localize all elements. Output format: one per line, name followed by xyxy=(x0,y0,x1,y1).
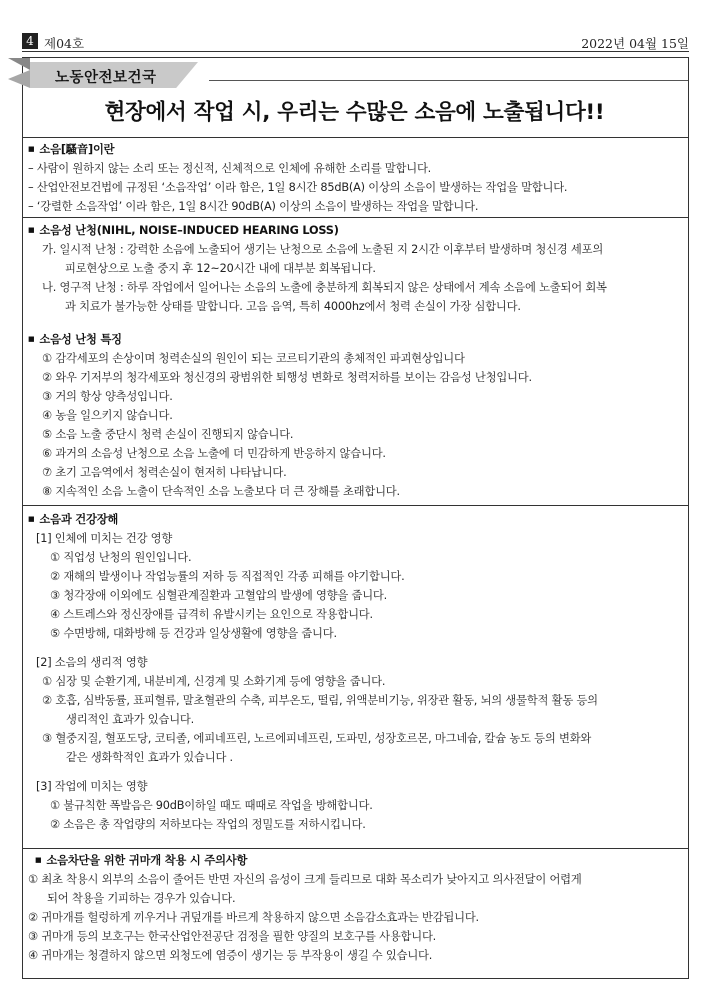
list-item: ③ 청각장애 이외에도 심혈관계질환과 고혈압의 발생에 영향을 줍니다. xyxy=(50,589,388,602)
list-item: ⑦ 초기 고음역에서 청력손실이 현저히 나타납니다. xyxy=(42,466,287,479)
list-item: – 산업안전보건법에 규정된 ‘소음작업’ 이라 함은, 1일 8시간 85dB(A) 이상의 소음이 발생하는 작업을 말합니다. xyxy=(28,181,568,194)
section-hearing-loss xyxy=(28,221,685,316)
list-item: ⑤ 소음 노출 중단시 청력 손실이 진행되지 않습니다. xyxy=(42,428,294,441)
banner-fold-shadow xyxy=(8,70,30,88)
banner-rule xyxy=(209,80,688,81)
divider xyxy=(22,848,689,849)
page-header xyxy=(22,32,689,52)
list-item: ③ 혈중지질, 혈포도당, 코티졸, 에피네프린, 노르에피네프린, 도파민, 성장호르몬, 마그네슘, 칼슘 농도 등의 변화와 xyxy=(42,732,592,745)
issue-number: 제04호 xyxy=(44,36,85,51)
list-item: ① 최초 착용시 외부의 소음이 줄어든 반면 자신의 음성이 크게 들리므로 대화 목소리가 낮아지고 의사전달이 어렵게 xyxy=(28,873,582,886)
section-title: ■ 소음[騷音]이란 xyxy=(28,140,685,159)
list-item: ② 와우 기저부의 청각세포와 청신경의 광범위한 퇴행성 변화로 청력저하를 보이는 감음성 난청입니다. xyxy=(42,371,532,384)
divider xyxy=(22,137,689,138)
list-item: ⑧ 지속적인 소음 노출이 단속적인 소음 노출보다 더 큰 장해를 초래합니다. xyxy=(42,485,400,498)
list-item: ② 재해의 발생이나 작업능률의 저하 등 직접적인 각종 피해를 야기합니다. xyxy=(50,570,405,583)
subsection-title: [3] 작업에 미치는 영향 xyxy=(36,780,148,793)
list-item-continued: 같은 생화학적인 효과가 있습니다 . xyxy=(66,751,233,764)
divider xyxy=(22,505,689,506)
list-item: ② 호흡, 심박동률, 표피혈류, 말초혈관의 수축, 피부온도, 떨림, 위액분비기능, 위장관 활동, 뇌의 생물학적 활동 등의 xyxy=(42,694,598,707)
section-hearing-loss-features xyxy=(28,330,685,501)
list-item: ① 감각세포의 손상이며 청력손실의 원인이 되는 코르티기관의 총체적인 파괴현상입니다 xyxy=(42,352,465,365)
list-item: ② 귀마개를 헐렁하게 끼우거나 귀덮개를 바르게 착용하지 않으면 소음감소효과는 반감됩니다. xyxy=(28,911,479,924)
subsection-title: [1] 인체에 미치는 건강 영향 xyxy=(36,532,173,545)
list-item: ④ 스트레스와 정신장애를 급격히 유발시키는 요인으로 작용합니다. xyxy=(50,608,373,621)
issue-date: 2022년 04월 15일 xyxy=(581,36,689,51)
list-item: ② 소음은 총 작업량의 저하보다는 작업의 정밀도를 저하시킵니다. xyxy=(50,818,366,831)
section-noise-definition xyxy=(28,140,685,216)
banner-label: 노동안전보건국 xyxy=(55,70,157,86)
article-headline: 현장에서 작업 시, 우리는 수많은 소음에 노출됩니다!! xyxy=(104,100,605,125)
list-item: ④ 농을 일으키지 않습니다. xyxy=(42,409,173,422)
section-title: ■ 소음과 건강장해 xyxy=(28,510,685,529)
list-item: ① 심장 및 순환기계, 내분비계, 신경계 및 소화기계 등에 영향을 줍니다. xyxy=(42,675,386,688)
list-item: ⑥ 과거의 소음성 난청으로 소음 노출에 더 민감하게 반응하지 않습니다. xyxy=(42,447,386,460)
list-item: – 사람이 원하지 않는 소리 또는 정신적, 신체적으로 인체에 유해한 소리를 말합니다. xyxy=(28,162,432,175)
list-item: ① 불규칙한 폭발음은 90dB이하일 때도 때때로 작업을 방해합니다. xyxy=(50,799,373,812)
list-item: 가. 일시적 난청 : 강력한 소음에 노출되어 생기는 난청으로 소음에 노출된 지 2시간 이후부터 발생하며 청신경 세포의 xyxy=(42,243,604,256)
list-item: ① 직업성 난청의 원인입니다. xyxy=(50,551,192,564)
list-item: ⑤ 수면방해, 대화방해 등 건강과 일상생활에 영향을 줍니다. xyxy=(50,627,337,640)
list-item: ③ 거의 항상 양측성입니다. xyxy=(42,390,173,403)
list-item: 나. 영구적 난청 : 하루 작업에서 일어나는 소음의 노출에 충분하게 회복되지 않은 상태에서 계속 소음에 노출되어 회복 xyxy=(42,281,607,294)
divider xyxy=(22,217,689,218)
page-number: 4 xyxy=(22,33,38,49)
section-title: ■ 소음성 난청 특징 xyxy=(28,330,685,349)
list-item: ④ 귀마개는 청결하지 않으면 외청도에 염증이 생기는 등 부작용이 생길 수 있습니다. xyxy=(28,949,433,962)
list-item: – ‘강렬한 소음작업’ 이라 함은, 1일 8시간 90dB(A) 이상의 소음이 발생하는 작업을 말합니다. xyxy=(28,200,479,213)
list-item-continued: 생리적인 효과가 있습니다. xyxy=(66,713,195,726)
section-title: ■ 소음성 난청(NIHL, NOISE–INDUCED HEARING LOSS) xyxy=(28,221,685,240)
section-noise-health xyxy=(28,510,685,834)
list-item-continued: 피로현상으로 노출 중지 후 12~20시간 내에 대부분 회복됩니다. xyxy=(65,262,376,275)
list-item: ③ 귀마개 등의 보호구는 한국산업안전공단 검정을 필한 양질의 보호구를 사용합니다. xyxy=(28,930,437,943)
section-earplug-precautions xyxy=(28,851,685,965)
subsection-title: [2] 소음의 생리적 영향 xyxy=(36,656,148,669)
list-item-continued: 되어 착용을 기피하는 경우가 있습니다. xyxy=(47,892,236,905)
section-title: ■ 소음차단을 위한 귀마개 착용 시 주의사항 xyxy=(28,851,685,870)
list-item-continued: 과 치료가 불가능한 상태를 말합니다. 고음 음역, 특히 4000hz에서 청력 손실이 가장 심합니다. xyxy=(65,300,521,313)
banner-fold xyxy=(8,58,30,70)
